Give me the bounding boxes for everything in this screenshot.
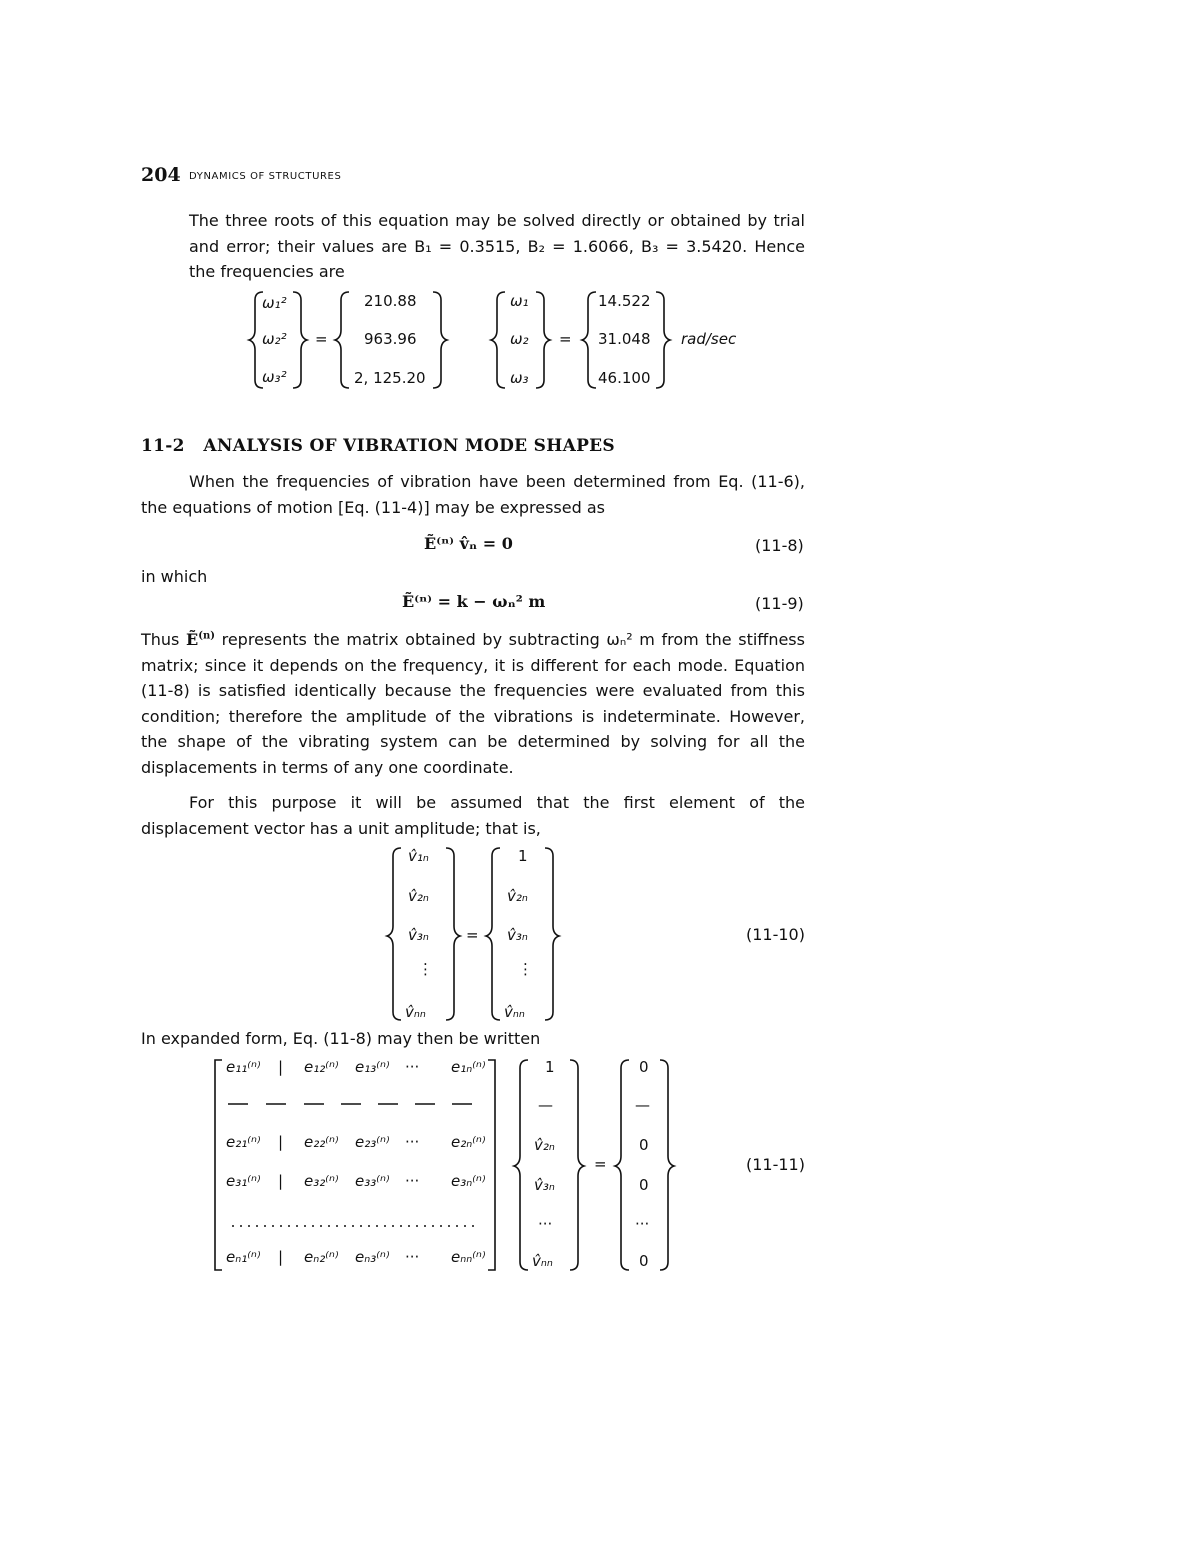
zero-entry: 0 [639,1058,649,1076]
matrix-cell: eₙ₁⁽ⁿ⁾ [226,1248,261,1266]
matrix-cell: eₙₙ⁽ⁿ⁾ [451,1248,486,1266]
matrix-cell: e₃₃⁽ⁿ⁾ [355,1172,390,1190]
matrix-cell: eₙ₂⁽ⁿ⁾ [304,1248,339,1266]
omega-value-3: 46.100 [598,369,651,387]
vector-rhs-1: 1 [518,847,528,865]
vector-rhs-5: v̂ₙₙ [504,1003,525,1021]
matrix-cell: e₃₂⁽ⁿ⁾ [304,1172,339,1190]
omega-sq-value-1: 210.88 [364,292,417,310]
vector-entry: ··· [538,1215,553,1233]
omega-sym-1: ω₁ [510,292,529,310]
matrix-cell: e₃ₙ⁽ⁿ⁾ [451,1172,486,1190]
matrix-cell: e₂₃⁽ⁿ⁾ [355,1133,390,1151]
in-which-label: in which [141,567,208,586]
ellipsis: ··· [405,1172,420,1190]
equals-sign: = [315,330,328,348]
omega-value-1: 14.522 [598,292,651,310]
equals-sign: = [559,330,572,348]
vector-lhs-4: ⋮ [418,960,433,978]
omega-sq-value-3: 2, 125.20 [354,369,426,387]
running-title: DYNAMICS OF STRUCTURES [189,171,342,182]
freq-lhs-1: ω₁² [262,294,287,312]
vector-entry: 1 [545,1058,555,1076]
matrix-cell: e₂₂⁽ⁿ⁾ [304,1133,339,1151]
freq-lhs-2: ω₂² [262,330,287,348]
vector-entry: — [538,1096,553,1114]
ellipsis: ··· [405,1133,420,1151]
equation-number-11-11: (11-11) [746,1155,805,1174]
units-label: rad/sec [681,330,737,348]
paragraph-matrix-description: Thus Ẽ$^{(n)}$ represents the matrix obtained by subtracting ωₙ² m from the stiffness matrix; since it depends on the frequency, it is different for each mode. Equation (11-8) is satisfied identically because the frequencies were evaluated from this condition; therefore the amplitude of the vibrations is indeterminate. However, the shape of the vibrating system can be determined by solving for all the displacements in terms of any one coordinate. [141,630,805,777]
omega-sym-3: ω₃ [510,369,529,387]
partition-bar: | [278,1058,284,1076]
page-number: 204 [141,164,181,186]
zero-entry: ··· [635,1215,650,1233]
partition-bar: | [278,1248,284,1266]
equals-sign: = [466,926,479,944]
zero-entry: 0 [639,1252,649,1270]
omega-value-2: 31.048 [598,330,651,348]
vector-lhs-2: v̂₂ₙ [408,887,429,905]
paragraph-unit-amplitude: For this purpose it will be assumed that the first element of the displacement vector has a unit amplitude; that is, [141,793,805,838]
equals-sign: = [594,1155,607,1173]
vector-rhs-4: ⋮ [518,960,533,978]
vector-rhs-3: v̂₃ₙ [507,926,528,944]
equation-number-11-9: (11-9) [755,594,804,613]
zero-entry: — [635,1096,650,1114]
partition-bar: | [278,1133,284,1151]
matrix-cell: e₁₂⁽ⁿ⁾ [304,1058,339,1076]
vector-entry: v̂ₙₙ [532,1252,553,1270]
vector-lhs-5: v̂ₙₙ [405,1003,426,1021]
equation-number-11-10: (11-10) [746,925,805,944]
vector-entry: v̂₃ₙ [534,1176,555,1194]
matrix-cell: e₂₁⁽ⁿ⁾ [226,1133,261,1151]
matrix-cell: e₃₁⁽ⁿ⁾ [226,1172,261,1190]
partition-bar: | [278,1172,284,1190]
vector-rhs-2: v̂₂ₙ [507,887,528,905]
matrix-cell: e₂ₙ⁽ⁿ⁾ [451,1133,486,1151]
zero-entry: 0 [639,1136,649,1154]
matrix-cell: eₙ₃⁽ⁿ⁾ [355,1248,390,1266]
matrix-cell: e₁ₙ⁽ⁿ⁾ [451,1058,486,1076]
paragraph-roots: The three roots of this equation may be solved directly or obtained by trial and error; their values are B₁ = 0.3515, B₂ = 1.6066, B₃ = 3.5420. Hence the frequencies are [189,211,805,281]
paragraph-expanded-form: In expanded form, Eq. (11-8) may then be written [141,1029,541,1048]
equation-number-11-8: (11-8) [755,536,804,555]
zero-entry: 0 [639,1176,649,1194]
equation-11-9: Ẽ⁽ⁿ⁾ = k − ωₙ² m [402,592,546,611]
ellipsis: ··· [405,1058,420,1076]
vector-lhs-1: v̂₁ₙ [408,847,429,865]
omega-sym-2: ω₂ [510,330,529,348]
vector-entry: v̂₂ₙ [534,1136,555,1154]
ellipsis: ··· [405,1248,420,1266]
matrix-cell: e₁₃⁽ⁿ⁾ [355,1058,390,1076]
paragraph-equations-of-motion: When the frequencies of vibration have been determined from Eq. (11-6), the equations of motion [Eq. (11-4)] may be expressed as [141,472,805,517]
omega-sq-value-2: 963.96 [364,330,417,348]
matrix-cell: e₁₁⁽ⁿ⁾ [226,1058,261,1076]
equation-11-8: Ẽ⁽ⁿ⁾ v̂ₙ = 0 [424,534,513,553]
section-heading: 11-2 ANALYSIS OF VIBRATION MODE SHAPES [141,436,615,456]
vector-lhs-3: v̂₃ₙ [408,926,429,944]
freq-lhs-3: ω₃² [262,368,287,386]
